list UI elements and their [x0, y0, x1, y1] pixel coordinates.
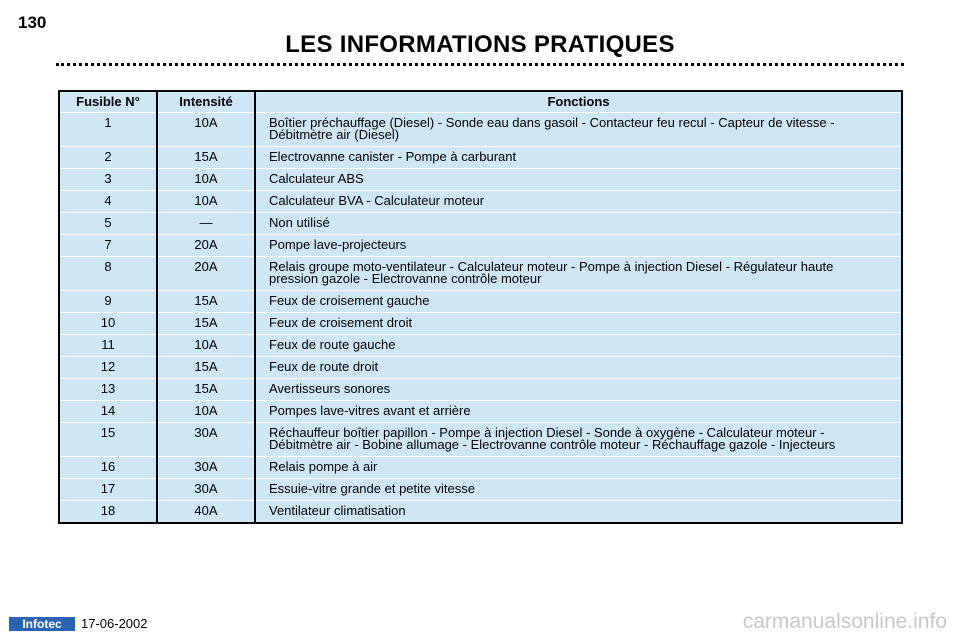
- fuse-number-cell: 8: [59, 257, 157, 291]
- intensity-cell: 30A: [157, 479, 255, 501]
- intensity-cell: 10A: [157, 401, 255, 423]
- fuse-number-cell: 14: [59, 401, 157, 423]
- functions-cell: Feux de route gauche: [255, 335, 902, 357]
- functions-cell: Relais pompe à air: [255, 457, 902, 479]
- intensity-cell: 15A: [157, 313, 255, 335]
- watermark: carmanualsonline.info: [742, 610, 947, 633]
- intensity-cell: 15A: [157, 147, 255, 169]
- table-row: [59, 335, 902, 357]
- functions-cell: Calculateur ABS: [255, 169, 902, 191]
- functions-cell: Réchauffeur boîtier papillon - Pompe à injection Diesel - Sonde à oxygène - Calculateur moteur - Débitmètre air - Bobine allumage - Electrovanne contrôle moteur - Réchauffage gazole - Injecteurs: [255, 423, 902, 457]
- fuse-number-cell: 2: [59, 147, 157, 169]
- fuse-number-cell: 7: [59, 235, 157, 257]
- table-row: [59, 291, 902, 313]
- functions-cell: Avertisseurs sonores: [255, 379, 902, 401]
- fuse-number-cell: 1: [59, 113, 157, 147]
- functions-cell: Ventilateur climatisation: [269, 503, 406, 518]
- intensity-cell: 15A: [157, 379, 255, 401]
- intensity-cell: 15A: [157, 291, 255, 313]
- table-header-row: [59, 91, 902, 113]
- fuse-number-cell: 9: [59, 291, 157, 313]
- table-row: [59, 357, 902, 379]
- fuse-number-cell: 16: [59, 457, 157, 479]
- functions-cell: Relais groupe moto-ventilateur - Calculateur moteur - Pompe à injection Diesel - Régulateur haute pression gazole - Electrovanne contrôle moteur: [255, 257, 902, 291]
- intensity-cell: 20A: [157, 235, 255, 257]
- infotec-logo: Infotec: [9, 617, 75, 631]
- footer-date: 17-06-2002: [81, 616, 148, 631]
- functions-cell: Feux de route droit: [255, 357, 902, 379]
- functions-cell: Boîtier préchauffage (Diesel) - Sonde eau dans gasoil - Contacteur feu recul - Capteur de vitesse - Débitmètre air (Diesel): [255, 113, 902, 147]
- table-row: [59, 313, 902, 335]
- fuse-number-cell: 12: [59, 357, 157, 379]
- header-intensity: Intensité: [157, 91, 255, 113]
- intensity-cell: 10A: [157, 191, 255, 213]
- table-row: [59, 501, 902, 524]
- intensity-cell: 10A: [157, 335, 255, 357]
- functions-cell: Pompe lave-projecteurs: [255, 235, 902, 257]
- title-divider: [56, 63, 904, 66]
- intensity-cell: 10A: [157, 113, 255, 147]
- table-row: [59, 457, 902, 479]
- intensity-cell: 30A: [157, 423, 255, 457]
- functions-cell: Essuie-vitre grande et petite vitesse: [255, 479, 902, 501]
- header-functions: Fonctions: [255, 91, 902, 113]
- table-row: [59, 401, 902, 423]
- intensity-cell: —: [157, 213, 255, 235]
- table-row: [59, 423, 902, 457]
- fuse-number-cell: 4: [59, 191, 157, 213]
- fuse-number-cell: 15: [59, 423, 157, 457]
- fuse-table: [58, 90, 903, 524]
- fuse-table-body: [59, 113, 902, 524]
- header-fuse-number: Fusible N°: [59, 91, 157, 113]
- functions-cell: Calculateur BVA - Calculateur moteur: [255, 191, 902, 213]
- fuse-number-cell: 11: [59, 335, 157, 357]
- table-row: [59, 479, 902, 501]
- table-row: [59, 235, 902, 257]
- table-row: [59, 213, 902, 235]
- fuse-number-cell: 17: [59, 479, 157, 501]
- table-row: [59, 257, 902, 291]
- intensity-cell: 10A: [157, 169, 255, 191]
- intensity-cell: 40A: [157, 501, 255, 524]
- fuse-number-cell: 18: [59, 501, 157, 524]
- page-title: LES INFORMATIONS PRATIQUES: [285, 31, 675, 58]
- intensity-cell: 20A: [157, 257, 255, 291]
- functions-cell: Pompes lave-vitres avant et arrière: [255, 401, 902, 423]
- table-row: [59, 113, 902, 147]
- fuse-number-cell: 3: [59, 169, 157, 191]
- intensity-cell: 15A: [157, 357, 255, 379]
- fuse-number-cell: 5: [59, 213, 157, 235]
- functions-cell: Non utilisé: [255, 213, 902, 235]
- table-row: [59, 169, 902, 191]
- fuse-number-cell: 10: [59, 313, 157, 335]
- table-row: [59, 379, 902, 401]
- fuse-number-cell: 13: [59, 379, 157, 401]
- intensity-cell: 30A: [157, 457, 255, 479]
- table-row: [59, 191, 902, 213]
- page-number: 130: [18, 13, 47, 32]
- table-row: [59, 147, 902, 169]
- functions-cell: Electrovanne canister - Pompe à carburant: [255, 147, 902, 169]
- functions-cell: Feux de croisement droit: [255, 313, 902, 335]
- functions-cell: Feux de croisement gauche: [255, 291, 902, 313]
